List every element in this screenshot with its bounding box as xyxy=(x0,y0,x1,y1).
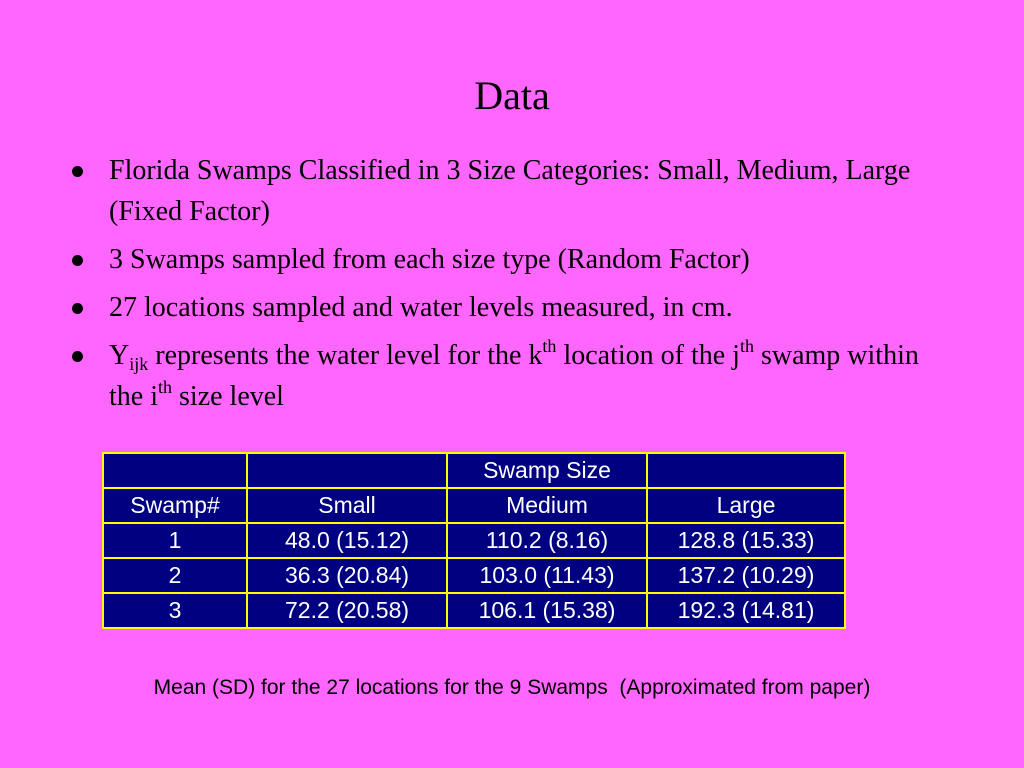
superscript-th: th xyxy=(739,336,754,356)
table-caption: Mean (SD) for the 27 locations for the 9 Swamps (Approximated from paper) xyxy=(153,676,871,699)
table-cell: 106.1 (15.38) xyxy=(448,594,648,627)
bullet-text: 3 Swamps sampled from each size type (Random Factor) xyxy=(109,244,750,275)
table-cell: 137.2 (10.29) xyxy=(648,559,844,594)
bullet-item-formula xyxy=(72,335,932,417)
table-header-row xyxy=(104,489,844,524)
table-cell: 128.8 (15.33) xyxy=(648,524,844,559)
superscript-th: th xyxy=(158,377,173,397)
bullet-dot-icon xyxy=(72,303,83,314)
table-column-header: Small xyxy=(248,489,448,524)
table-column-header: Large xyxy=(648,489,844,524)
bullet-dot-icon xyxy=(72,255,83,266)
swamp-data-table xyxy=(102,452,846,629)
bullet-dot-icon xyxy=(72,166,83,177)
bullet-list xyxy=(72,150,932,424)
table-cell: 103.0 (11.43) xyxy=(448,559,648,594)
bullet-text-part: represents the water level for the k xyxy=(148,340,543,371)
bullet-item xyxy=(72,150,932,232)
table-row xyxy=(104,524,844,559)
table-cell: 1 xyxy=(104,524,248,559)
table-cell: 36.3 (20.84) xyxy=(248,559,448,594)
table-group-header: Swamp Size xyxy=(448,454,648,489)
table-column-header: Swamp# xyxy=(104,489,248,524)
table-row xyxy=(104,559,844,594)
slide-title: Data xyxy=(474,73,550,118)
table-group-header-row xyxy=(104,454,844,489)
table-cell: 2 xyxy=(104,559,248,594)
bullet-dot-icon xyxy=(72,351,83,362)
bullet-text-part: location of the j xyxy=(556,340,740,371)
bullet-text-part: size level xyxy=(172,381,284,412)
table-cell: 48.0 (15.12) xyxy=(248,524,448,559)
bullet-item xyxy=(72,287,932,328)
table-empty-cell xyxy=(104,454,248,489)
bullet-text: Florida Swamps Classified in 3 Size Categories: Small, Medium, Large (Fixed Factor) xyxy=(109,155,911,227)
y-symbol: Y xyxy=(109,340,130,371)
bullet-text: 27 locations sampled and water levels measured, in cm. xyxy=(109,292,733,323)
table-cell: 3 xyxy=(104,594,248,627)
table-empty-cell xyxy=(248,454,448,489)
table-cell: 192.3 (14.81) xyxy=(677,597,815,623)
superscript-th: th xyxy=(542,336,557,356)
table-row xyxy=(104,594,844,627)
table-column-header: Medium xyxy=(448,489,648,524)
bullet-item xyxy=(72,239,932,280)
bullet-text-part: swamp within the i xyxy=(109,340,919,412)
table-empty-cell xyxy=(648,454,844,489)
y-subscript: ijk xyxy=(129,354,149,374)
table-cell: 110.2 (8.16) xyxy=(448,524,648,559)
table-cell: 72.2 (20.58) xyxy=(248,594,448,627)
